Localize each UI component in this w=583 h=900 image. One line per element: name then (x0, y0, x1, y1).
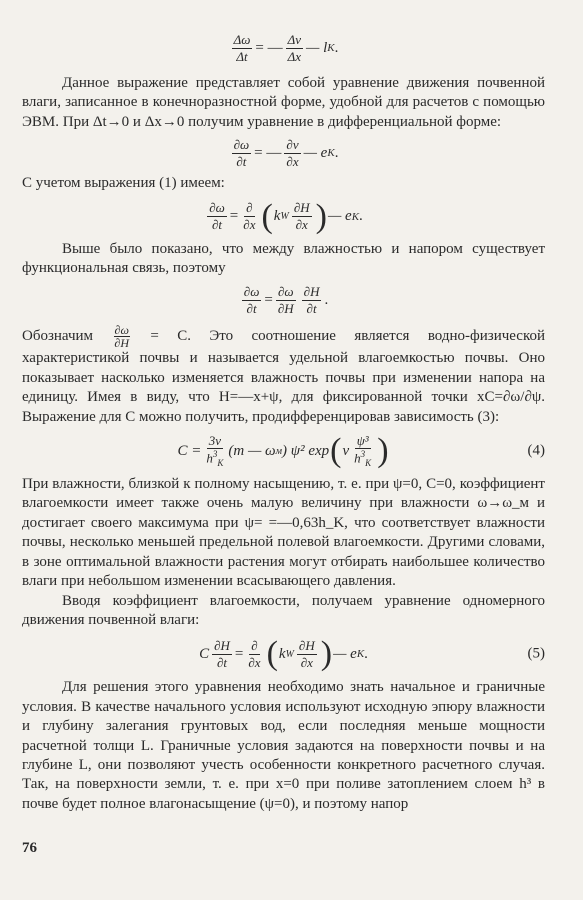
base: h (354, 450, 361, 466)
fraction (241, 201, 257, 231)
subscript: K (365, 458, 372, 469)
period: . (364, 645, 368, 662)
numerator: ∂ (246, 200, 253, 216)
term: — e (327, 208, 352, 225)
paragraph-2: С учетом выражения (1) имеем: (22, 175, 225, 192)
left-paren: ( (261, 197, 273, 235)
paragraph-1: Данное выражение представляет собой уравнение движения почвенной влаги, записанное в конечноразностной форме, удобной для расчетов с помощью ЭВМ. При Δt→0 и Δx→0 получим уравнение в дифференциальной форме: (22, 75, 545, 130)
superscript: 3 (360, 449, 366, 460)
denominator: ∂t (306, 300, 317, 316)
denominator (204, 449, 225, 468)
fraction (246, 639, 262, 669)
lhs: C = (177, 442, 202, 459)
subscript: K (327, 147, 335, 160)
period: . (324, 291, 329, 308)
base: h (206, 450, 213, 466)
denominator: ∂x (243, 217, 256, 233)
period: . (359, 208, 363, 225)
numerator: Δv (287, 31, 302, 47)
numerator: ∂H (303, 284, 320, 300)
subscript: K (356, 648, 365, 661)
term: — e (333, 645, 357, 662)
period: . (334, 144, 339, 161)
paragraph-7: Для решения этого уравнения необходимо знать начальное и граничные условия. В качестве начального условия используют исходную эпюру влажности и глубину залегания грунтовых вод, если последняя меньше мощности расчетной толщи L. Граничные условия задаются на поверхности почвы и на глубине L, они позволяют учесть особенности конкретного расчетного случая. Так, на поверхности земли, т. е. при x=0 при поливе затоплением слоем h³ в почве будет полное влагонасыщение (ψ=0), и поэтому напор (22, 679, 545, 812)
denominator: ∂H (277, 300, 294, 316)
term: — l (306, 39, 328, 56)
numerator: ∂ω (114, 323, 129, 338)
paragraph-4 (22, 324, 545, 427)
denominator: ∂H (114, 336, 130, 351)
text: Обозначим (22, 328, 94, 345)
numerator: 3v (208, 432, 222, 448)
fraction (286, 33, 303, 63)
numerator: ∂ω (233, 137, 250, 153)
subscript: K (327, 42, 335, 54)
denominator: ∂t (236, 153, 247, 169)
fraction (297, 639, 317, 669)
superscript: 3 (212, 449, 218, 460)
equation-5 (22, 630, 545, 678)
term: (m — ω (228, 442, 276, 459)
term: ) ψ² exp (282, 442, 330, 459)
page-number: 76 (22, 840, 37, 856)
equation-differential (22, 132, 545, 174)
denominator: ∂t (216, 654, 228, 670)
fraction (242, 285, 262, 315)
denominator: ∂t (211, 217, 223, 233)
lhs: C (199, 645, 210, 662)
denominator: ∂x (286, 153, 299, 169)
coefficient: k (278, 645, 286, 662)
numerator: ∂H (298, 638, 315, 654)
right-paren: ) (315, 197, 327, 235)
numerator: ∂H (293, 200, 310, 216)
paragraph-6: Вводя коэффициент влагоемкости, получаем уравнение одномерного движения почвенной влаги: (22, 592, 545, 628)
subscript: W (285, 648, 294, 660)
fraction (232, 33, 253, 63)
equation-chain-rule (22, 278, 545, 322)
left-paren: ( (330, 432, 342, 470)
equation-finite-difference (22, 28, 545, 68)
numerator: ∂v (286, 137, 299, 153)
paragraph-3: Выше было показано, что между влажностью и напором существует функциональная связь, поэтому (22, 240, 545, 277)
numerator: ∂H (214, 638, 230, 654)
denominator: Δx (287, 48, 302, 64)
numerator: Δω (233, 31, 251, 47)
fraction (212, 639, 232, 669)
subscript: K (351, 210, 360, 223)
operator: = (234, 645, 244, 662)
term: v (342, 442, 350, 459)
term: — e (303, 144, 328, 161)
denominator: ∂x (300, 654, 313, 670)
coefficient: k (273, 208, 281, 225)
period: . (334, 39, 339, 56)
fraction (352, 434, 373, 469)
numerator: ψ³ (356, 432, 369, 448)
operator: = (229, 208, 239, 225)
denominator: ∂x (248, 654, 261, 670)
operator: = (264, 291, 273, 308)
right-paren: ) (377, 432, 389, 470)
fraction (276, 285, 296, 315)
right-paren: ) (320, 635, 333, 673)
text: = C. Это соотношение является водно-физической характеристикой почвы и называется удельной влагоемкостью почвы. Оно показывает насколько изменяется влажность почвы при изменении напора на единицу. Имея в виду, что H=—x+ψ, для фиксированной точки xC=∂ω/∂ψ. Выражение для C можно получить, продифференцировав зависимость (3): (22, 328, 546, 425)
numerator: ∂ω (209, 200, 225, 216)
numerator: ∂ω (243, 284, 260, 300)
subscript: W (280, 211, 289, 223)
operator: = — (254, 144, 282, 161)
fraction (302, 285, 322, 315)
fraction (207, 201, 227, 231)
paragraph-5: При влажности, близкой к полному насыщению, т. е. при ψ=0, C=0, коэффициент влагоемкости имеет также очень малую величину при влажности ω→ω_м и достигает своего максимума при ψ= =—0,63h_K, что соответствует влажности почвы, несколько меньшей предельной полевой влагоемкости. Другими словами, в зоне оптимальной влажности растения могут отбирать наибольшее количество влаги при небольшом изменении всасывающего давления. (22, 476, 545, 590)
operator: = — (255, 39, 283, 56)
fraction (113, 324, 130, 349)
equation-number: (5) (527, 645, 545, 662)
subscript: K (217, 458, 224, 469)
fraction (284, 138, 300, 168)
equation-expression-1 (22, 194, 545, 240)
denominator: ∂x (295, 217, 308, 233)
numerator: ∂ (251, 638, 258, 654)
fraction (204, 434, 225, 469)
numerator: ∂ω (277, 284, 294, 300)
left-paren: ( (266, 635, 278, 673)
fraction (232, 138, 252, 168)
denominator: Δt (236, 48, 248, 64)
subscript: м (275, 445, 283, 457)
denominator: ∂t (246, 300, 257, 316)
fraction (292, 201, 312, 231)
denominator (352, 449, 373, 468)
equation-number: (4) (527, 442, 545, 459)
equation-4 (22, 427, 545, 475)
